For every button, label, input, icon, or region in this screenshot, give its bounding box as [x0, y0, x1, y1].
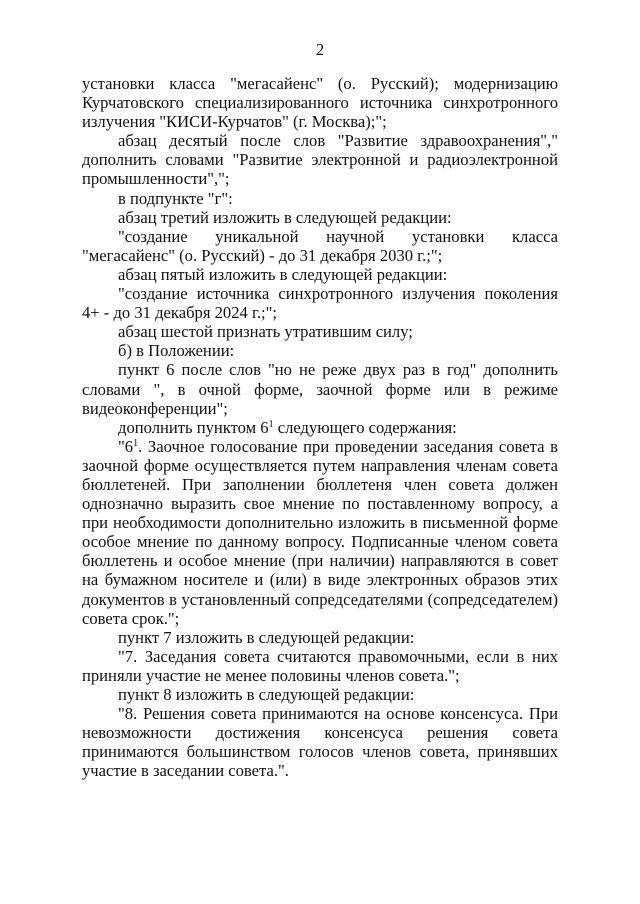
paragraph-text: дополнить пунктом 6 [118, 417, 269, 437]
paragraph: в подпункте "г": [118, 188, 233, 208]
paragraph: абзац десятый после слов "Развитие здравоохранения"," дополнить словами "Развитие электронной и радиоэлектронной промышленности","; [82, 131, 558, 189]
paragraph: "создание источника синхротронного излучения поколения 4+ - до 31 декабря 2024 г.;"; [82, 284, 558, 323]
paragraph: абзац пятый изложить в следующей редакции: [118, 264, 448, 284]
document-body [82, 74, 558, 780]
paragraph-text: . Заочное голосование при проведении заседания совета в заочной форме осуществляется путем направления членам совета бюллетеней. При заполнении бюллетеня член совета должен однозначно выразить свое мнение по поставленному вопросу, а при необходимости дополнительно изложить в письменной форме особое мнение по данному вопросу. Подписанные членом совета бюллетень и особое мнение (при наличии) направляются в совет на бумажном носителе и (или) в виде электронных образов этих документов в установленный сопредседателями (сопредседателем) совета срок."; [82, 436, 558, 628]
superscript: 1 [268, 418, 274, 430]
superscript: 1 [133, 437, 139, 449]
paragraph-text: следующего содержания: [273, 417, 457, 437]
page-number: 2 [315, 40, 325, 59]
paragraph: пункт 7 изложить в следующей редакции: [118, 627, 415, 647]
paragraph: абзац шестой признать утратившим силу; [118, 322, 413, 342]
paragraph: "8. Решения совета принимаются на основе консенсуса. При невозможности достижения консенсуса решения совета принимаются большинством голосов членов совета, принявших участие в заседании совета.". [82, 704, 558, 781]
paragraph: установки класса "мегасайенс" (о. Русский); модернизацию Курчатовского специализированного источника синхротронного излучения "КИСИ-Курчатов" (г. Москва);"; [82, 74, 558, 132]
paragraph: б) в Положении: [118, 341, 235, 361]
paragraph [82, 437, 558, 628]
paragraph: пункт 6 после слов "но не реже двух раз в год" дополнить словами ", в очной форме, заочной форме или в режиме видеоконференции"; [82, 360, 558, 418]
paragraph [82, 418, 558, 437]
paragraph: пункт 8 изложить в следующей редакции: [118, 685, 415, 704]
paragraph: "создание уникальной научной установки класса "мегасайенс" (о. Русский) - до 31 декабря 2030 г.;"; [82, 226, 558, 265]
paragraph: абзац третий изложить в следующей редакции: [118, 207, 452, 227]
paragraph: "7. Заседания совета считаются правомочными, если в них приняли участие не менее половины членов совета."; [82, 646, 558, 685]
paragraph-text: "6 [118, 436, 134, 456]
